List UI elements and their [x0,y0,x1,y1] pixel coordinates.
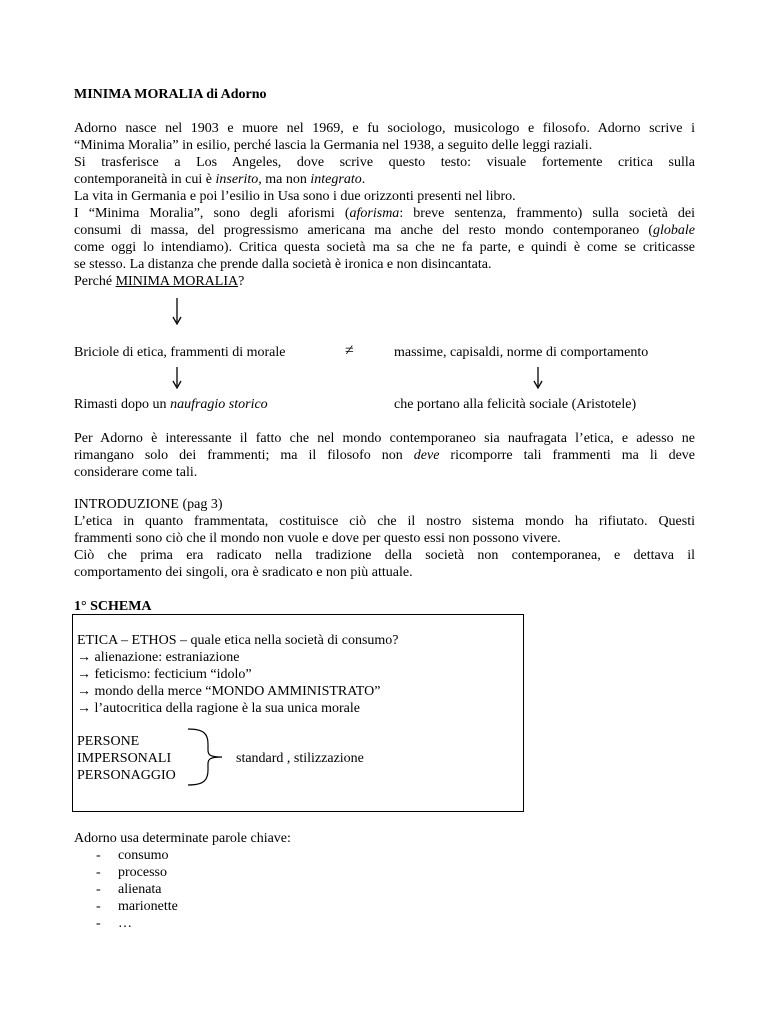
underlined-title: MINIMA MORALIA [115,274,239,289]
text-line: contemporaneità in cui è inserito, ma non integrato. [74,172,366,187]
introduzione-paragraph [74,513,695,581]
keywords-intro: Adorno usa determinate parole chiave: [74,831,291,846]
text-line: consumi di massa, del progressismo americana ma anche del resto mondo contemporaneo (globale [74,223,695,238]
right-arrow-icon: → [77,701,91,716]
introduzione-heading: INTRODUZIONE (pag 3) [74,497,223,512]
right-arrow-icon: → [77,667,91,682]
diagram-left-2: Rimasti dopo un naufragio storico [74,397,268,412]
down-arrow-icon [531,367,545,391]
text-line: Adorno nasce nel 1903 e muore nel 1969, e fu sociologo, musicologo e filosofo. Adorno scrive i [74,121,695,136]
text-line: Perché MINIMA MORALIA? [74,274,245,289]
text-line: Per Adorno è interessante il fatto che nel mondo contemporaneo sia naufragata l’etica, e adesso ne [74,431,695,446]
text-line: La vita in Germania e poi l’esilio in Usa sono i due orizzonti presenti nel libro. [74,189,516,204]
schema-heading: 1° SCHEMA [74,599,152,614]
right-arrow-icon: → [77,650,91,665]
intro-paragraph [74,120,695,290]
down-arrow-icon [170,298,184,326]
text-line: considerare come tali. [74,465,198,480]
diagram-right-2: che portano alla felicità sociale (Aristotele) [394,397,637,412]
text-line: come oggi lo intendiamo). Critica questa società ma sa che ne fa parte, e quindi è come se criticasse [74,240,695,255]
text-line: Si trasferisce a Los Angeles, dove scrive questo testo: visuale fortemente critica sulla [74,155,695,170]
text-line: frammenti sono ciò che il mondo non vuole e dove per questo essi non possono vivere. [74,531,561,546]
down-arrow-icon [170,367,184,391]
schema-impersonali: IMPERSONALI [77,751,172,766]
schema-brace-text: standard , stilizzazione [236,751,364,766]
schema-line-etica: ETICA – ETHOS – quale etica nella società di consumo? [77,633,399,648]
not-equal-icon: ≠ [345,342,354,359]
adorno-paragraph [74,430,695,481]
text-line: se stesso. La distanza che prende dalla società è ironica e non disincantata. [74,257,492,272]
text-line: Ciò che prima era radicato nella tradizione della società non contemporanea, e dettava il [74,548,695,563]
right-arrow-icon: → [77,684,91,699]
diagram-left-1: Briciole di etica, frammenti di morale [74,345,286,360]
list-item: - marionette [96,899,178,914]
list-item: - processo [96,865,167,880]
keywords-list [96,847,178,932]
list-item: - consumo [96,848,169,863]
curly-brace-icon [186,728,226,786]
diagram-right-1: massime, capisaldi, norme di comportamento [394,345,649,360]
text-line: comportamento dei singoli, ora è sradicato e non più attuale. [74,565,413,580]
text-line: “Minima Moralia” in esilio, perché lascia la Germania nel 1938, a seguito delle leggi raziali. [74,138,593,153]
text-line: I “Minima Moralia”, sono degli aforismi (aforisma: breve sentenza, frammento) sulla società dei [74,206,695,221]
document-title: MINIMA MORALIA di Adorno [74,87,267,102]
schema-personaggio: PERSONAGGIO [77,768,176,783]
schema-item: → mondo della merce “MONDO AMMINISTRATO” [77,684,381,699]
text-line: rimangano solo dei frammenti; ma il filosofo non deve ricomporre tali frammenti ma li deve [74,448,696,463]
list-item: - alienata [96,882,162,897]
schema-item: → l’autocritica della ragione è la sua unica morale [77,701,360,716]
schema-item: → feticismo: fecticium “idolo” [77,667,252,682]
text-line: L’etica in quanto frammentata, costituisce ciò che il nostro sistema mondo ha rifiutato. Questi [74,514,695,529]
list-item: - … [96,916,132,931]
schema-item: → alienazione: estraniazione [77,650,240,665]
schema-persone: PERSONE [77,734,140,749]
